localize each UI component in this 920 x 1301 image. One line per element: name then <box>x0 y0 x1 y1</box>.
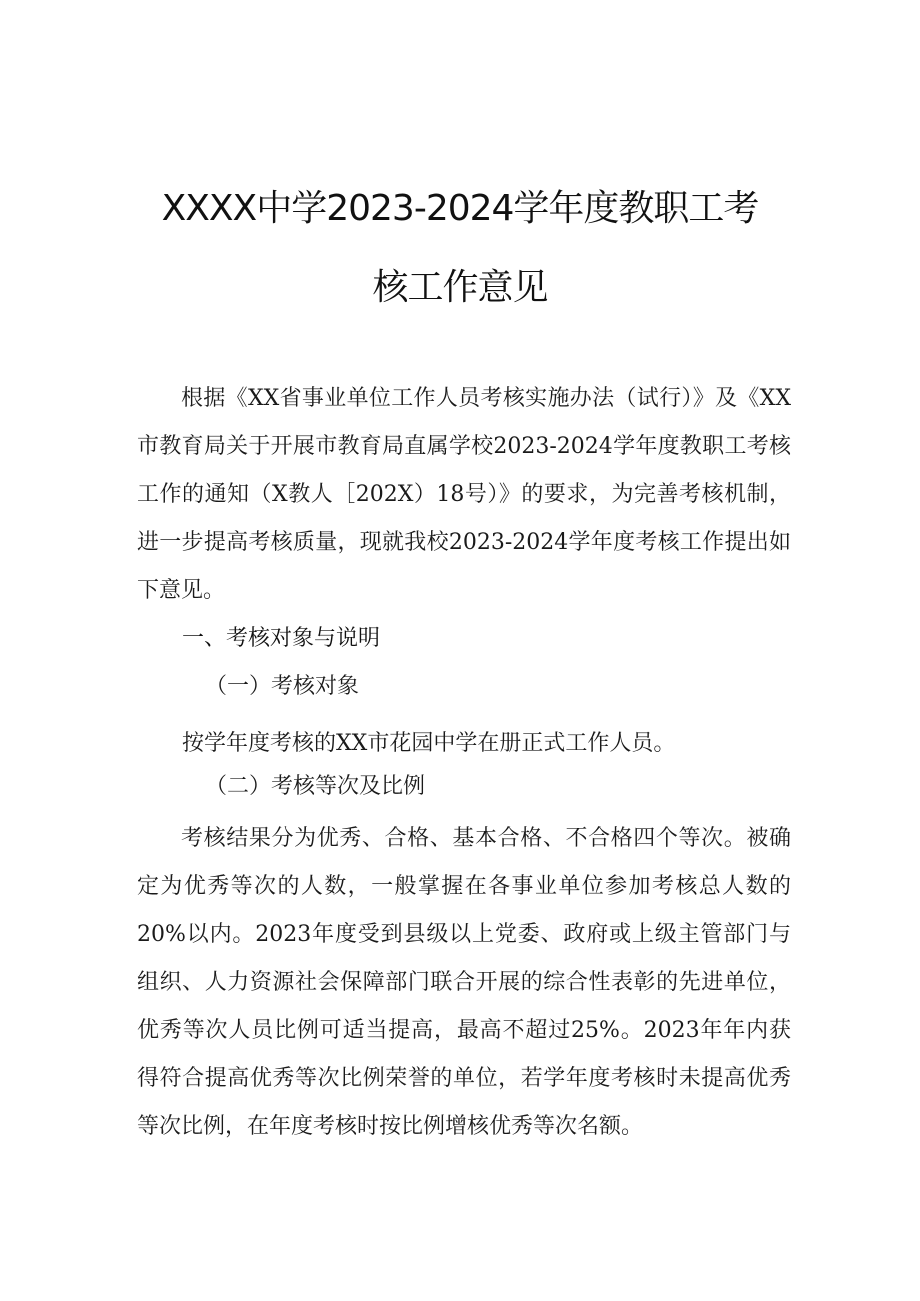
subsection-heading-1: （一）考核对象 <box>205 674 360 699</box>
document-title-line-1: XXXX中学2023-2024学年度教职工考 <box>161 188 759 229</box>
subsection-heading-2: （二）考核等次及比例 <box>205 774 426 799</box>
subsection-1-text: 按学年度考核的XX市花园中学在册正式工作人员。 <box>182 731 676 756</box>
document-title-line-2: 核工作意见 <box>372 267 548 308</box>
subsection-2-paragraph: 考核结果分为优秀、合格、基本合格、不合格四个等次。被确定为优秀等次的人数，一般掌握在各事业单位参加考核总人数的20%以内。2023年度受到县级以上党委、政府或上级主管部门与组织、人力资源社会保障部门联合开展的综合性表彰的先进单位，优秀等次人员比例可适当提高，最高不超过25%。2023年年内获得符合提高优秀等次比例荣誉的单位，若学年度考核时未提高优秀等次比例，在年度考核时按比例增核优秀等次名额。 <box>137 826 791 1139</box>
section-heading-1: 一、考核对象与说明 <box>182 626 381 651</box>
intro-paragraph: 根据《XX省事业单位工作人员考核实施办法（试行）》及《XX市教育局关于开展市教育局直属学校2023-2024学年度教职工考核工作的通知（X教人［202X）18号）》的要求，为完善考核机制，进一步提高考核质量，现就我校2023-2024学年度考核工作提出如下意见。 <box>137 386 791 603</box>
